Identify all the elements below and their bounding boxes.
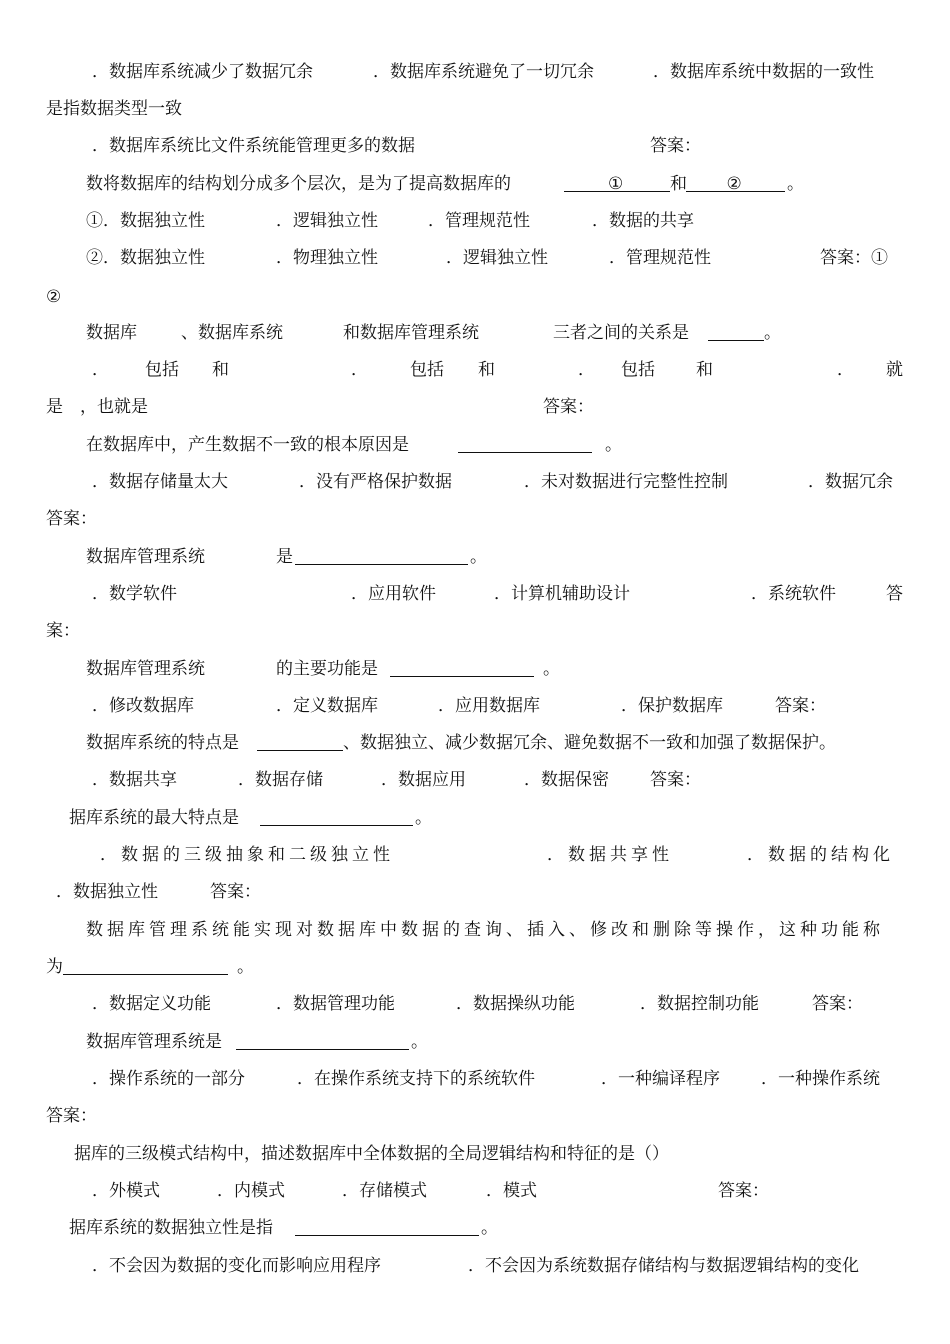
text-segment: ．数据的共享	[592, 211, 694, 231]
text-line	[0, 395, 950, 419]
text-segment: ．	[92, 360, 109, 380]
text-line	[0, 1216, 950, 1240]
text-segment: ．数据库系统比文件系统能管理更多的数据	[92, 136, 415, 156]
text-segment: 数据库管理系统	[86, 547, 205, 567]
text-segment: 包括	[621, 360, 655, 380]
text-line	[0, 806, 950, 830]
text-segment: 是	[46, 397, 63, 417]
text-line	[0, 470, 950, 494]
text-segment: 答案：	[210, 882, 261, 902]
text-segment: ．不会因为系统数据存储结构与数据逻辑结构的变化	[468, 1256, 859, 1276]
answer-blank	[295, 1235, 479, 1236]
text-segment: 、数据库系统	[181, 323, 283, 343]
text-segment: ．	[351, 360, 368, 380]
text-segment: 数将数据库的结构划分成多个层次，是为了提高数据库的	[86, 174, 511, 194]
answer-blank	[458, 452, 592, 453]
text-segment: 的主要功能是	[276, 659, 378, 679]
text-segment: ．在操作系统支持下的系统软件	[297, 1069, 535, 1089]
text-segment: ．存储模式	[342, 1181, 427, 1201]
text-segment: 和	[696, 360, 713, 380]
text-segment: ．修改数据库	[92, 696, 194, 716]
text-line	[0, 209, 950, 233]
text-segment: 。	[764, 323, 781, 343]
text-segment: ．数据管理功能	[276, 994, 395, 1014]
text-segment: ．数据冗余	[808, 472, 893, 492]
text-line	[0, 285, 950, 309]
text-segment: 。	[415, 808, 432, 828]
text-segment: ．模式	[486, 1181, 537, 1201]
text-segment: ．数据库系统减少了数据冗余	[92, 62, 313, 82]
text-segment: 数据库系统的特点是	[86, 733, 239, 753]
text-segment: 包括	[145, 360, 179, 380]
text-segment: ．不会因为数据的变化而影响应用程序	[92, 1256, 381, 1276]
text-segment: ．物理独立性	[276, 248, 378, 268]
text-line	[0, 134, 950, 158]
text-segment: 数据库管理系统是	[86, 1032, 222, 1052]
text-segment: 答案：	[650, 136, 701, 156]
answer-blank	[257, 750, 343, 751]
text-segment: 答案：	[543, 397, 594, 417]
text-segment: 为	[46, 957, 63, 977]
text-line	[0, 918, 950, 942]
text-segment: 答	[886, 584, 903, 604]
text-segment: 答案：	[718, 1181, 769, 1201]
text-segment: ．内模式	[217, 1181, 285, 1201]
text-segment: ．逻辑独立性	[276, 211, 378, 231]
text-segment: ．一种操作系统	[761, 1069, 880, 1089]
text-segment: ．数据存储	[238, 770, 323, 790]
answer-blank	[63, 974, 228, 975]
text-segment: 、数据独立、减少数据冗余、避免数据不一致和加强了数据保护。	[343, 733, 836, 753]
text-line	[0, 545, 950, 569]
text-line	[0, 507, 950, 531]
text-line	[0, 955, 950, 979]
text-segment: ．保护数据库	[621, 696, 723, 716]
text-segment: 答案：	[650, 770, 701, 790]
text-line	[0, 1254, 950, 1278]
text-segment: ．	[837, 360, 854, 380]
text-segment: ．数据应用	[381, 770, 466, 790]
text-line	[0, 880, 950, 904]
text-segment: ．数据控制功能	[640, 994, 759, 1014]
text-segment: ．数据的三级抽象和二级独立性	[100, 845, 394, 865]
text-segment: 数据库管理系统能实现对数据库中数据的查询、插入、修改和删除等操作，这种功能称	[86, 920, 884, 940]
text-line	[0, 321, 950, 345]
text-segment: ．数据的结构化	[747, 845, 894, 865]
text-segment: ．	[578, 360, 595, 380]
text-segment: ．数据库系统中数据的一致性	[653, 62, 874, 82]
text-line	[0, 657, 950, 681]
text-line	[0, 619, 950, 643]
text-line	[0, 358, 950, 382]
text-segment: 就	[886, 360, 903, 380]
text-line	[0, 731, 950, 755]
text-line	[0, 97, 950, 121]
text-segment: 据库系统的数据独立性是指	[69, 1218, 273, 1238]
text-segment: 。	[605, 435, 622, 455]
answer-blank	[390, 676, 534, 677]
text-segment: ，也就是	[80, 397, 148, 417]
text-segment: 和数据库管理系统	[343, 323, 479, 343]
text-segment: 答案：①	[820, 248, 888, 268]
text-segment: 。	[787, 174, 804, 194]
text-segment: 答案：	[812, 994, 863, 1014]
text-line	[0, 60, 950, 84]
text-segment: ．逻辑独立性	[446, 248, 548, 268]
text-line	[0, 582, 950, 606]
text-segment: ．没有严格保护数据	[299, 472, 452, 492]
text-line	[0, 1030, 950, 1054]
text-segment: 据库的三级模式结构中，描述数据库中全体数据的全局逻辑结构和特征的是（）	[74, 1144, 669, 1164]
text-segment: ．数据独立性	[56, 882, 158, 902]
text-line	[0, 1104, 950, 1128]
text-line	[0, 843, 950, 867]
text-segment: ．外模式	[92, 1181, 160, 1201]
text-segment: ．管理规范性	[609, 248, 711, 268]
text-segment: 和	[478, 360, 495, 380]
text-segment: ．一种编译程序	[601, 1069, 720, 1089]
text-segment: 是指数据类型一致	[46, 99, 182, 119]
answer-blank	[708, 340, 764, 341]
text-segment: 。	[543, 659, 560, 679]
text-segment: 三者之间的关系是	[553, 323, 689, 343]
text-segment: 包括	[410, 360, 444, 380]
blank-marker: ①	[608, 174, 624, 194]
answer-blank	[295, 564, 468, 565]
text-segment: 和	[212, 360, 229, 380]
text-segment: 是	[276, 547, 293, 567]
text-segment: ．系统软件	[751, 584, 836, 604]
answer-blank	[236, 1049, 409, 1050]
text-segment: 和	[670, 174, 687, 194]
text-segment: 答案：	[775, 696, 826, 716]
text-line	[0, 172, 950, 196]
text-segment: ．应用软件	[351, 584, 436, 604]
text-segment: ①．数据独立性	[86, 211, 205, 231]
text-segment: ．数据共享	[92, 770, 177, 790]
text-segment: 。	[411, 1032, 428, 1052]
text-line	[0, 1179, 950, 1203]
text-segment: ．数据操纵功能	[456, 994, 575, 1014]
text-segment: ．数据定义功能	[92, 994, 211, 1014]
text-segment: 案：	[46, 621, 80, 641]
text-segment: ②．数据独立性	[86, 248, 205, 268]
text-segment: ．数学软件	[92, 584, 177, 604]
text-segment: ②	[46, 287, 62, 307]
text-line	[0, 694, 950, 718]
text-segment: ．未对数据进行完整性控制	[524, 472, 728, 492]
text-segment: 数据库	[86, 323, 137, 343]
text-segment: 。	[481, 1218, 498, 1238]
text-segment: 数据库管理系统	[86, 659, 205, 679]
text-line	[0, 433, 950, 457]
text-segment: ．数据库系统避免了一切冗余	[373, 62, 594, 82]
text-segment: ．定义数据库	[276, 696, 378, 716]
text-line	[0, 1067, 950, 1091]
text-segment: 据库系统的最大特点是	[69, 808, 239, 828]
text-line	[0, 992, 950, 1016]
text-segment: 在数据库中，产生数据不一致的根本原因是	[86, 435, 409, 455]
text-segment: ．数据保密	[524, 770, 609, 790]
text-segment: ．数据存储量太大	[92, 472, 228, 492]
text-line	[0, 768, 950, 792]
text-segment: ．操作系统的一部分	[92, 1069, 245, 1089]
text-segment: ．计算机辅助设计	[494, 584, 630, 604]
text-segment: 。	[237, 957, 254, 977]
text-segment: 。	[470, 547, 487, 567]
answer-blank	[260, 825, 413, 826]
text-segment: ．管理规范性	[428, 211, 530, 231]
text-line	[0, 246, 950, 270]
text-segment: 答案：	[46, 509, 97, 529]
text-segment: ．应用数据库	[438, 696, 540, 716]
text-line	[0, 1142, 950, 1166]
text-segment: 答案：	[46, 1106, 97, 1126]
text-segment: ．数据共享性	[547, 845, 673, 865]
blank-marker: ②	[726, 174, 742, 194]
